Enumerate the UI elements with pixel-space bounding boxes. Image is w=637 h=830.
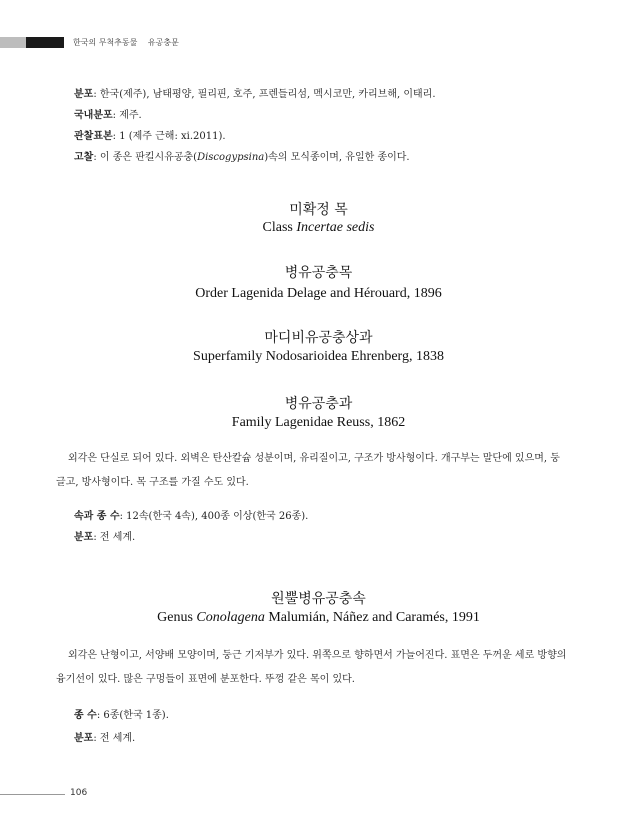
- genus-heading-authors: Malumián, Náñez and Caramés, 1991: [264, 610, 480, 625]
- genus-heading-italic: Conolagena: [196, 610, 265, 625]
- family-heading-korean: 병유공충과: [284, 396, 353, 412]
- genus-count-label: 종 수: [74, 710, 97, 721]
- genus-count-line: [74, 709, 169, 723]
- distribution-line: [74, 88, 436, 102]
- genus-distribution-line: [74, 732, 135, 746]
- family-distribution-label: 분포: [74, 532, 94, 543]
- remarks-line: [74, 151, 410, 165]
- distribution-label: 분포: [74, 89, 94, 100]
- class-heading-english: [0, 219, 637, 237]
- remarks-text-post: )속의 모식종이며, 유일한 종이다.: [264, 152, 410, 163]
- header-bar-gray: [0, 37, 26, 48]
- running-header: [73, 37, 179, 48]
- header-chapter-title: 유공충문: [147, 38, 179, 47]
- family-count-label: 속과 종 수: [74, 511, 120, 522]
- genus-heading-korean: 원뿔병유공충속: [271, 591, 366, 607]
- order-heading-korean: 병유공충목: [284, 265, 353, 281]
- domestic-distribution-line: [74, 109, 142, 123]
- remarks-genus-italic: Discogypsina: [197, 152, 265, 163]
- genus-description: 외각은 난형이고, 서양배 모양이며, 둥근 기저부가 있다. 위쪽으로 향하면서 가늘어진다. 표면은 두꺼운 세로 방향의 융기선이 있다. 많은 구멍들이 표면에 분포한다. 뚜껑 같은 목이 있다.: [56, 650, 567, 685]
- family-heading-english: Family Lagenidae Reuss, 1862: [231, 415, 406, 430]
- remarks-text-pre: : 이 종은 판킬시유공충(: [93, 152, 198, 163]
- genus-count-value: : 6종(한국 1종).: [96, 710, 169, 721]
- family-distribution-value: : 전 세계.: [93, 532, 136, 543]
- genus-heading-prefix: Genus: [157, 610, 197, 625]
- class-heading-italic: Incertae sedis: [296, 220, 375, 235]
- header-book-title: 한국의 무척추동물: [73, 38, 138, 47]
- specimen-line: [74, 130, 226, 144]
- domestic-distribution-label: 국내분포: [74, 110, 113, 121]
- remarks-label: 고찰: [74, 152, 94, 163]
- family-description: 외각은 단실로 되어 있다. 외벽은 탄산칼슘 성분이며, 유리질이고, 구조가 방사형이다. 개구부는 말단에 있으며, 둥글고, 방사형이다. 목 구조를 가질 수도 있다.: [56, 453, 560, 488]
- genus-heading-english: [0, 609, 637, 627]
- footer-rule: [0, 794, 65, 795]
- order-heading-english: Order Lagenida Delage and Hérouard, 1896: [195, 286, 442, 301]
- family-count-line: [74, 510, 308, 524]
- specimen-value: : 1 (제주 근해: xi.2011).: [112, 131, 226, 142]
- domestic-distribution-value: : 제주.: [112, 110, 142, 121]
- superfamily-heading-english: Superfamily Nodosarioidea Ehrenberg, 1838: [193, 349, 444, 364]
- header-bar-black: [26, 37, 64, 48]
- distribution-value: : 한국(제주), 남태평양, 필리핀, 호주, 프렌들리섬, 멕시코만, 카리브해, 이태리.: [93, 89, 436, 100]
- genus-distribution-label: 분포: [74, 733, 94, 744]
- class-heading-korean: 미확정 목: [289, 202, 348, 218]
- family-distribution-line: [74, 531, 135, 545]
- family-count-value: : 12속(한국 4속), 400종 이상(한국 26종).: [119, 511, 309, 522]
- superfamily-heading-korean: 마디비유공충상과: [264, 330, 373, 346]
- specimen-label: 관찰표본: [74, 131, 113, 142]
- class-heading-prefix: Class: [262, 220, 297, 235]
- genus-distribution-value: : 전 세계.: [93, 733, 136, 744]
- page-number: 106: [70, 788, 88, 798]
